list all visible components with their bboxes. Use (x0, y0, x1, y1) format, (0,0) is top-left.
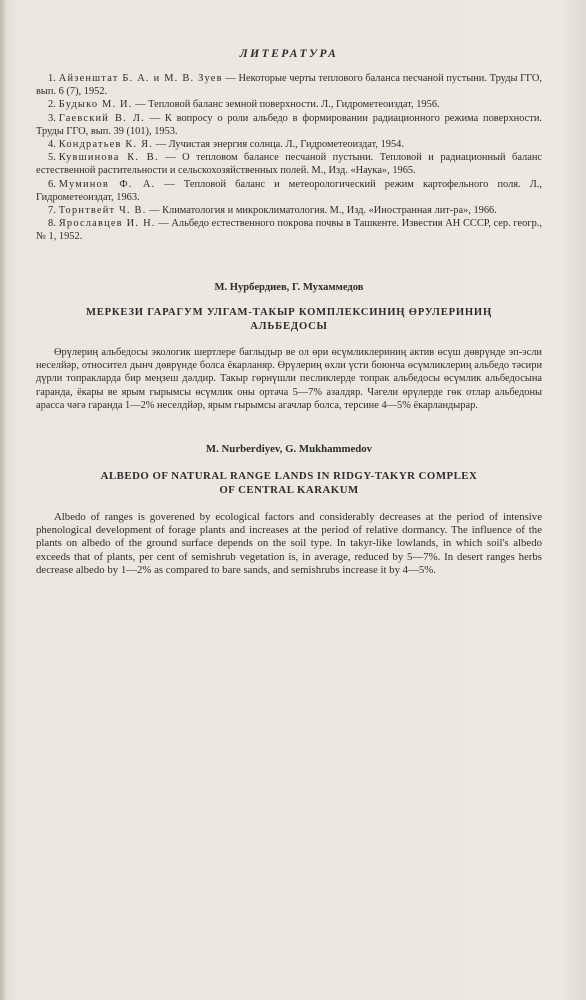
turkmen-authors: М. Нурбердиев, Г. Мухаммедов (214, 281, 364, 293)
reference-number: 6. (48, 178, 56, 190)
reference-list (36, 72, 542, 244)
reference-text: — Некоторые черты теплового баланса песчаной пустыни. Труды ГГО, вып. 6 (7), 1952. (36, 73, 542, 98)
reference-author: Кондратьев К. Я. (58, 139, 154, 151)
english-title-line-2: OF CENTRAL KARAKUM (219, 483, 359, 496)
reference-item (36, 151, 542, 177)
reference-item (36, 217, 542, 243)
reference-author: Айзенштат Б. А. и М. В. Зуев (58, 73, 223, 84)
turkmen-title-line-2: АЛЬБЕДОСЫ (250, 320, 328, 332)
reference-number: 8. (48, 218, 56, 230)
reference-item (36, 178, 542, 204)
turkmen-title-line-1: МЕРКЕЗИ ГАРАГУМ УЛГАМ-ТАКЫР КОМПЛЕКСИНИҢ ӨРУЛЕРИНИҢ (85, 306, 493, 318)
reference-item (36, 112, 542, 138)
reference-author: Муминов Ф. А. (58, 178, 156, 190)
reference-item (36, 138, 542, 151)
page-binding-edge (0, 0, 6, 1000)
reference-number: 5. (48, 152, 56, 164)
reference-number: 2. (48, 99, 56, 111)
reference-number: 3. (48, 112, 56, 124)
reference-number: 4. (48, 139, 56, 151)
reference-author: Гаевский В. Л. (58, 112, 145, 124)
reference-author: Ярославцев И. Н. (58, 218, 156, 230)
reference-text: — О тепловом балансе песчаной пустыни. Тепловой и радиационный баланс естественной растительности и сельскохозяйственных полей. М., Изд. «Наука», 1965. (36, 152, 542, 177)
reference-author: Кувшинова К. В. (58, 152, 159, 164)
reference-text: — К вопросу о роли альбедо в формировании радиационного режима поверхности. Труды ГГО, вып. 39 (101), 1953. (36, 112, 542, 137)
english-title-line-1: ALBEDO OF NATURAL RANGE LANDS IN RIDGY-TAKYR COMPLEX (100, 469, 478, 482)
literature-heading: ЛИТЕРАТУРА (239, 48, 339, 60)
reference-item (36, 98, 542, 111)
reference-text: — Тепловой баланс земной поверхности. Л., Гидрометеоиздат, 1956. (135, 99, 440, 111)
english-authors: M. Nurberdiyev, G. Mukhammedov (205, 442, 373, 455)
reference-text: — Лучистая энергия солнца. Л., Гидрометеоиздат, 1954. (155, 139, 404, 151)
page-content (36, 48, 542, 578)
reference-item (36, 204, 542, 217)
reference-text: — Альбедо естественного покрова почвы в Ташкенте. Известия АН СССР, сер. геогр., № 1, 1952. (36, 218, 543, 243)
reference-number: 7. (48, 205, 56, 217)
reference-text: — Климатология и микроклиматология. М., Изд. «Иностранная лит-ра», 1966. (149, 205, 497, 217)
english-abstract: Albedo of ranges is goverened by ecological factors and considerably decreases at the period of intensive phenological development of forage plants and increases at the period of relative dormancy. The influence of the plants on albedo of the ground surface depends on the soil type. In takyr-like lowlands, in which soil's albedo exceeds that of plants, per cent of semishrub vegetation is, in average, reduced by 5—7%. In desert ranges herbs decrease albedo by 1—2% as compared to bare sands, and semishrubs increase it by 4—5%. (36, 510, 542, 577)
reference-item (36, 72, 542, 98)
reference-text: — Тепловой баланс и метеорологический режим картофельного поля. Л., Гидрометеоиздат, 1963. (36, 178, 542, 203)
reference-author: Торнтвейт Ч. В. (58, 205, 147, 217)
turkmen-abstract: Өрүлериң альбедосы экологик шертлере баглыдыр ве ол өри өсүмликлериниң актив өсүш дөврүнде эп-эсли неселйәр, относител дынч дөврүнде болса ёкарланяр. Өрүлериң өхли үсти боюнча өсүмликлериң альбедо тәсири дүрли топракларда бир меңзеш дәлдир. Такыр гөрнүшли песликлерде топрак альбедосы өсүмлик альбедосына гаранда, ёкары ве ярым гырымсы өсүмлик оны ортача 5—7% азалдяр. Чәгели өрүлерде гөк отлар альбедоны арасса чәгә гаранда 1—2% неселдйәр, ярым гырымсы агачлар болса, терсине 4—5% ёкарландырар. (36, 346, 542, 412)
reference-number: 1. (48, 73, 56, 84)
reference-author: Будыко М. И. (58, 99, 133, 111)
